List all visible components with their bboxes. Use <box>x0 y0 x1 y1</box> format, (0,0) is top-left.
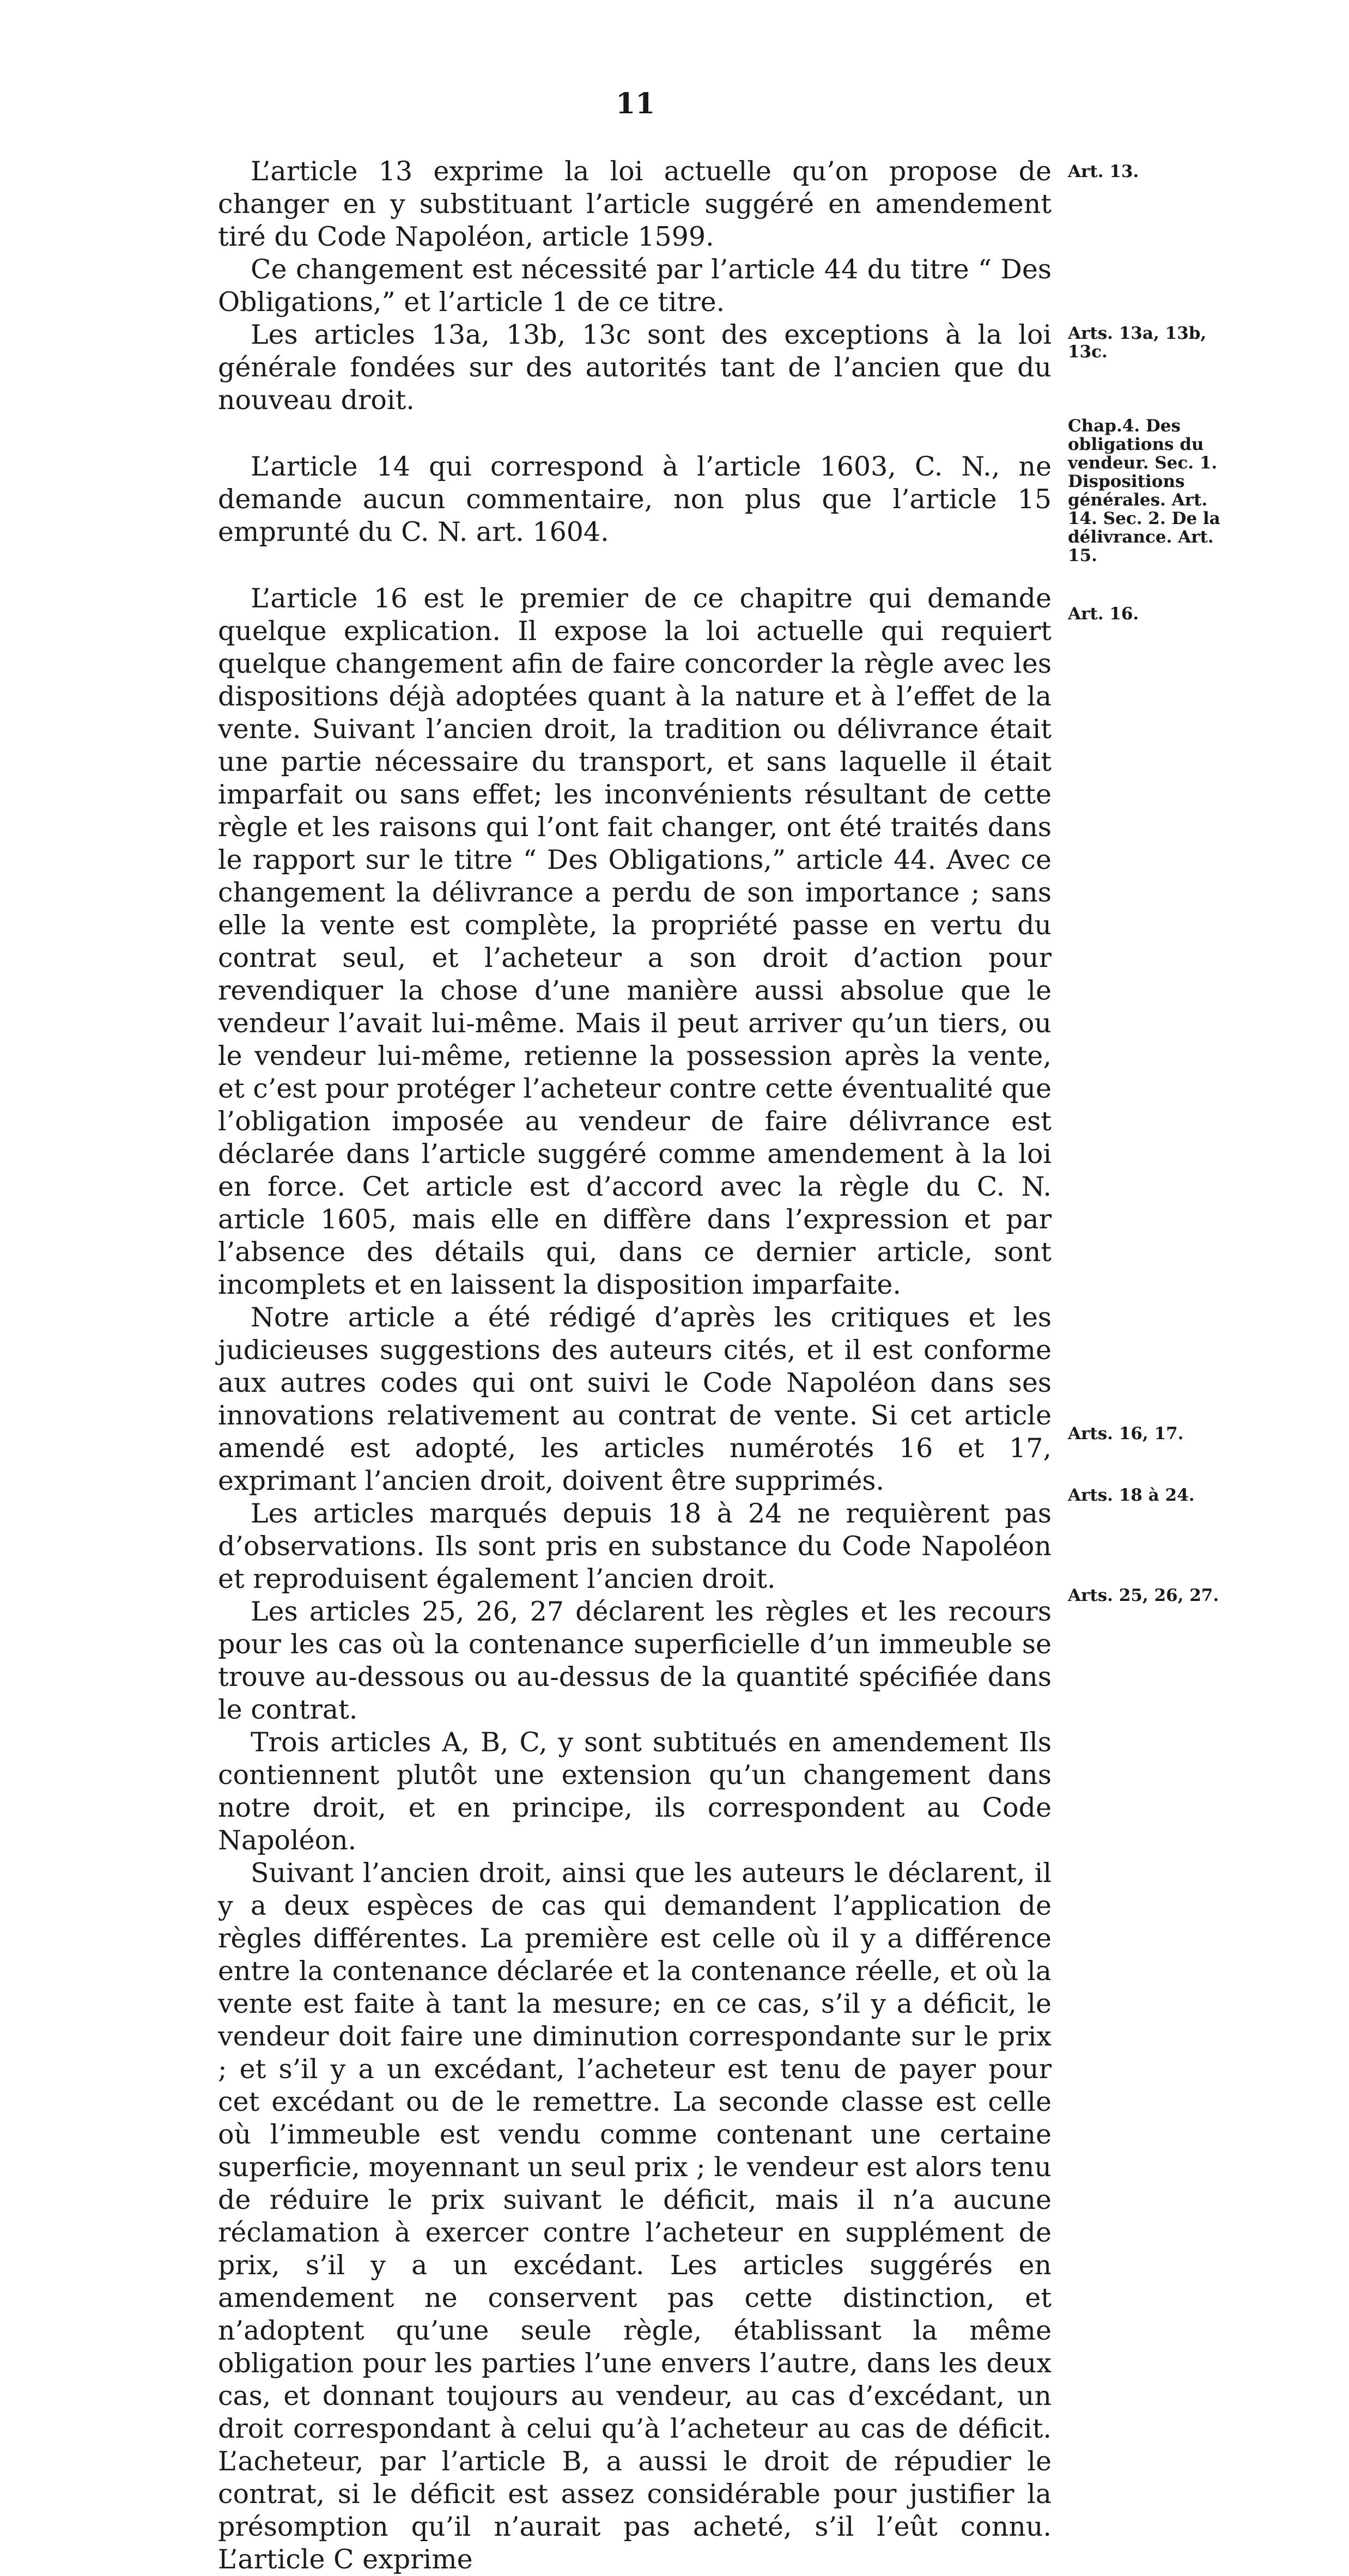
margin-note-art13: Art. 13. <box>1068 162 1139 181</box>
paragraph-notre-article: Notre article a été rédigé d’après les critiques et les judicieuses suggestions des auteurs cités, et il est conforme aux autres codes qui ont suivi le Code Napoléon dans ses innovations relativement au contrat de vente. Si cet article amendé est adopté, les articles numérotés 16 et 17, exprimant l’ancien droit, doivent être supprimés. <box>218 1302 1052 1496</box>
paragraph-art18-24: Les articles marqués depuis 18 à 24 ne requièrent pas d’observations. Ils sont pris en substance du Code Napoléon et reproduisent également l’ancien droit. <box>218 1498 1052 1594</box>
margin-note-chap4: Chap.4. Des obligations du vendeur. Sec. 1. Dispositions générales. Art. 14. Sec. 2. De la délivrance. Art. 15. <box>1068 416 1220 565</box>
paragraph-ancien-droit: Suivant l’ancien droit, ainsi que les auteurs le déclarent, il y a deux espèces de cas qui demandent l’application de règles différentes. La première est celle où il y a différence entre la contenance déclarée et la contenance réelle, et où la vente est faite à tant la mesure; en ce cas, s’il y a déficit, le vendeur doit faire une diminution correspondante sur le prix ; et s’il y a un excédant, l’acheteur est tenu de payer pour cet excédant ou de le remettre. La seconde classe est celle où l’immeuble est vendu comme contenant une certaine superficie, moyennant un seul prix ; le vendeur est alors tenu de réduire le prix suivant le déficit, mais il n’a aucune réclamation à exercer contre l’acheteur en supplément de prix, s’il y a un excédant. Les articles suggérés en amendement ne conservent pas cette distinction, et n’adoptent qu’une seule règle, établissant la même obligation pour les parties l’une envers l’autre, dans les deux cas, et donnant toujours au vendeur, au cas d’excédant, un droit correspondant à celui qu’à l’acheteur au cas de déficit. L’acheteur, par l’article B, a aussi le droit de répudier le contrat, si le déficit est assez considérable pour justifier la présomption qu’il n’aurait pas acheté, s’il l’eût connu. L’article C exprime <box>218 1858 1052 2575</box>
paragraph-art25-27: Les articles 25, 26, 27 déclarent les règles et les recours pour les cas où la contenance superficielle d’un immeuble se trouve au-dessous ou au-dessus de la quantité spécifiée dans le contrat. <box>218 1596 1052 1725</box>
paragraph-change: Ce changement est nécessité par l’article 44 du titre “ Des Obligations,” et l’article 1 de ce titre. <box>218 254 1052 318</box>
paragraph-art13: L’article 13 exprime la loi actuelle qu’on propose de changer en y substituant l’article suggéré en amendement tiré du Code Napoléon, article 1599. <box>218 156 1052 252</box>
paragraph-art16: L’article 16 est le premier de ce chapitre qui demande quelque explication. Il expose la loi actuelle qui requiert quelque changement afin de faire concorder la règle avec les dispositions déjà adoptées quant à la nature et à l’effet de la vente. Suivant l’ancien droit, la tradition ou délivrance était une partie nécessaire du transport, et sans laquelle il était imparfait ou sans effet; les inconvénients résultant de cette règle et les raisons qui l’ont fait changer, ont été traités dans le rapport sur le titre “ Des Obligations,” article 44. Avec ce changement la délivrance a perdu de son importance ; sans elle la vente est complète, la propriété passe en vertu du contrat seul, et l’acheteur a son droit d’action pour revendiquer la chose d’une manière aussi absolue que le vendeur l’avait lui-même. Mais il peut arriver qu’un tiers, ou le vendeur lui-même, retienne la possession après la vente, et c’est pour protéger l’acheteur contre cette éventualité que l’obligation imposée au vendeur de faire délivrance est déclarée dans l’article suggéré comme amendement à la loi en force. Cet article est d’accord avec la règle du C. N. article 1605, mais elle en diffère dans l’expression et par l’absence des détails qui, dans ce dernier article, sont incomplets et en laissent la disposition imparfaite. <box>218 583 1052 1300</box>
paragraph-trois-articles: Trois articles A, B, C, y sont subtitués en amendement Ils contiennent plutôt une extension qu’un changement dans notre droit, et en principe, ils correspondent au Code Napoléon. <box>218 1727 1052 1856</box>
margin-note-art16: Art. 16. <box>1068 604 1139 624</box>
main-text <box>218 155 1052 2576</box>
margin-note-art16-17: Arts. 16, 17. <box>1068 1424 1184 1444</box>
paragraph-art14: L’article 14 qui correspond à l’article 1603, C. N., ne demande aucun commentaire, non plus que l’article 15 emprunté du C. N. art. 1604. <box>218 451 1052 547</box>
page-number: 11 <box>616 87 655 120</box>
paragraph-art13abc: Les articles 13a, 13b, 13c sont des exceptions à la loi générale fondées sur des autorités tant de l’ancien que du nouveau droit. <box>218 319 1052 416</box>
margin-note-art13abc: Arts. 13a, 13b, 13c. <box>1068 324 1207 362</box>
margin-note-art25-27: Arts. 25, 26, 27. <box>1068 1586 1219 1605</box>
margin-note-art18-24: Arts. 18 à 24. <box>1068 1485 1195 1505</box>
